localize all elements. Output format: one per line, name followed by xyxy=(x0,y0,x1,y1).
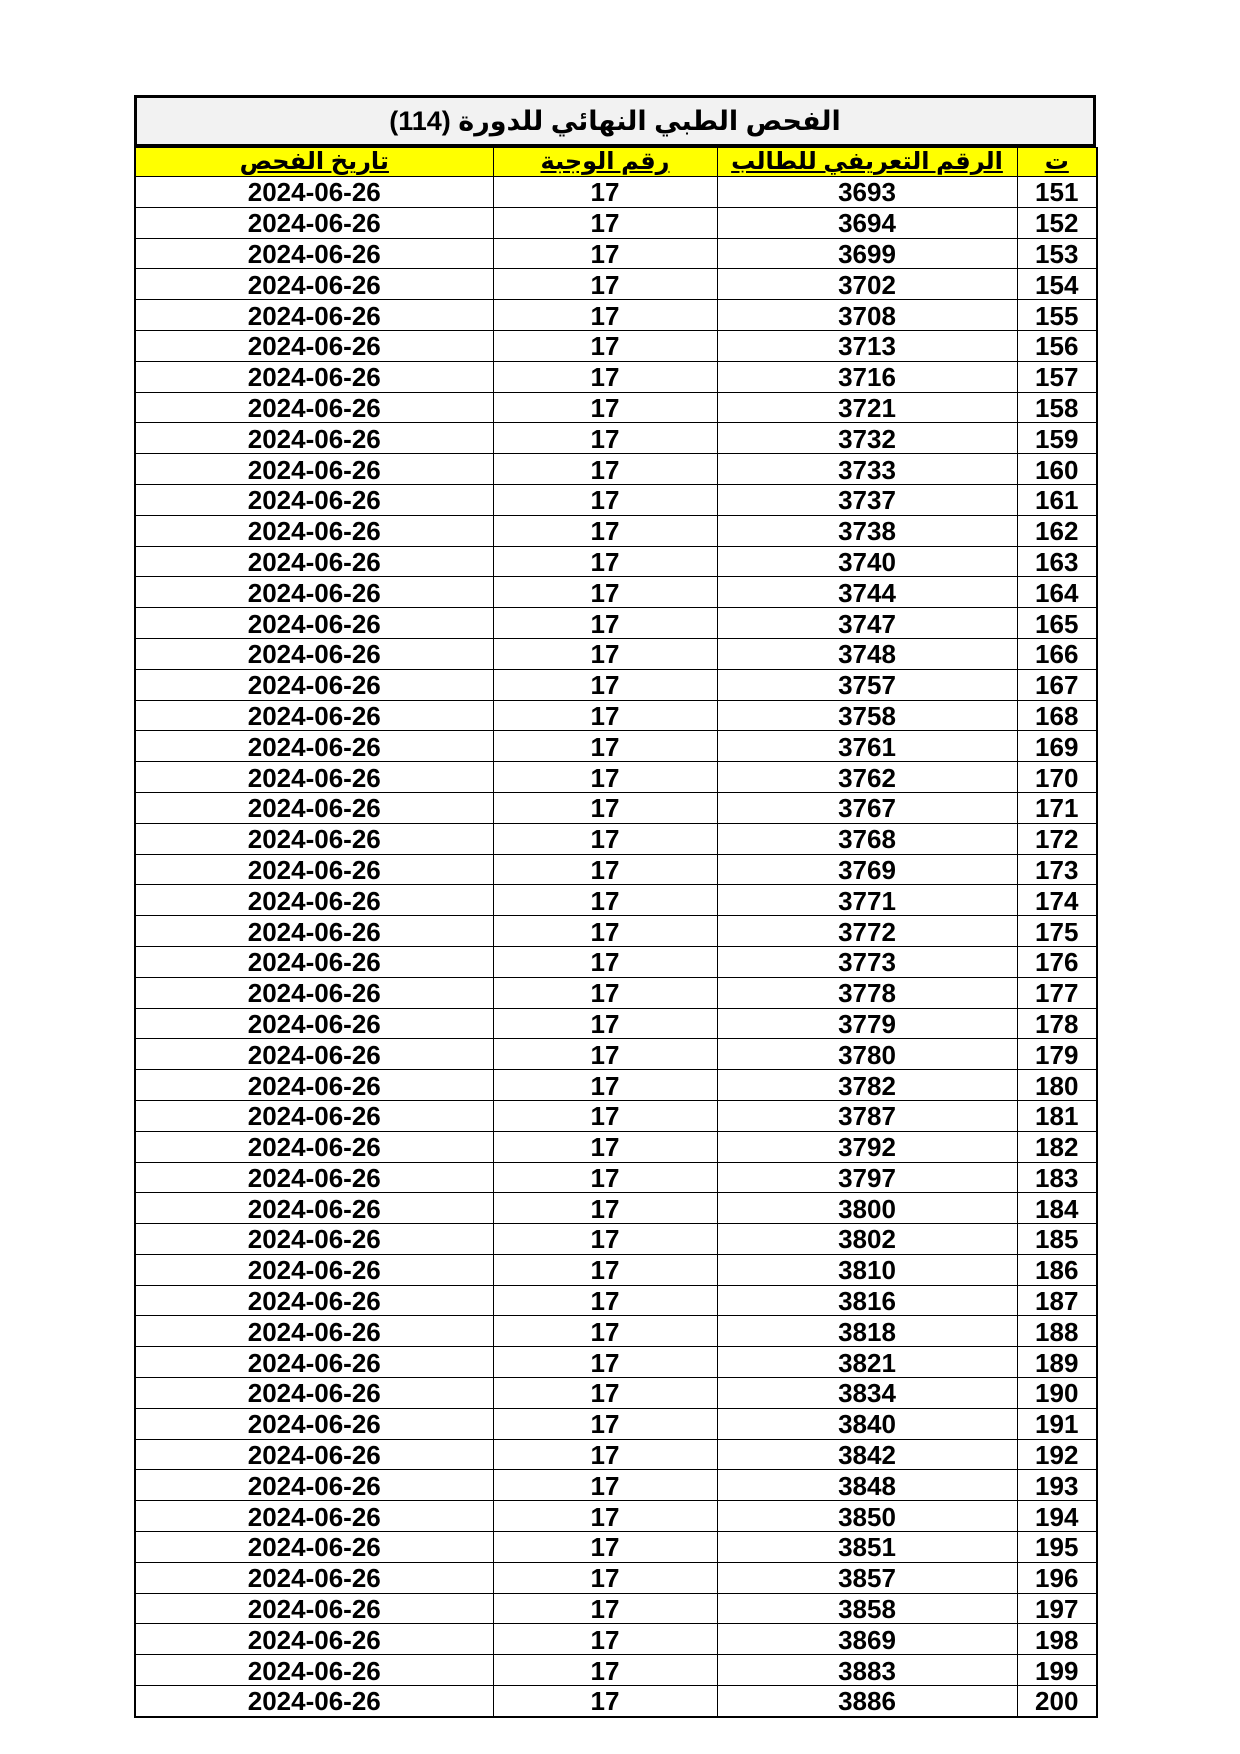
cell-seq: 153 xyxy=(1017,238,1097,269)
cell-student-id: 3834 xyxy=(717,1378,1017,1409)
cell-seq: 184 xyxy=(1017,1193,1097,1224)
table-row xyxy=(135,1193,1097,1224)
cell-student-id: 3779 xyxy=(717,1008,1017,1039)
cell-meal-no: 17 xyxy=(493,361,717,392)
cell-seq: 163 xyxy=(1017,546,1097,577)
table-row xyxy=(135,1347,1097,1378)
cell-seq: 199 xyxy=(1017,1655,1097,1686)
cell-seq: 198 xyxy=(1017,1624,1097,1655)
header-row xyxy=(135,148,1097,177)
cell-exam-date: 2024-06-26 xyxy=(135,484,493,515)
cell-seq: 156 xyxy=(1017,330,1097,361)
cell-seq: 171 xyxy=(1017,792,1097,823)
cell-exam-date: 2024-06-26 xyxy=(135,638,493,669)
cell-student-id: 3747 xyxy=(717,608,1017,639)
cell-student-id: 3771 xyxy=(717,885,1017,916)
cell-seq: 152 xyxy=(1017,207,1097,238)
cell-student-id: 3762 xyxy=(717,762,1017,793)
cell-student-id: 3769 xyxy=(717,854,1017,885)
cell-meal-no: 17 xyxy=(493,454,717,485)
cell-exam-date: 2024-06-26 xyxy=(135,1039,493,1070)
cell-seq: 167 xyxy=(1017,669,1097,700)
cell-exam-date: 2024-06-26 xyxy=(135,1655,493,1686)
cell-seq: 194 xyxy=(1017,1501,1097,1532)
cell-student-id: 3758 xyxy=(717,700,1017,731)
cell-meal-no: 17 xyxy=(493,392,717,423)
cell-meal-no: 17 xyxy=(493,577,717,608)
cell-exam-date: 2024-06-26 xyxy=(135,269,493,300)
cell-student-id: 3757 xyxy=(717,669,1017,700)
cell-meal-no: 17 xyxy=(493,1501,717,1532)
table-row xyxy=(135,608,1097,639)
cell-student-id: 3773 xyxy=(717,946,1017,977)
cell-student-id: 3858 xyxy=(717,1593,1017,1624)
cell-exam-date: 2024-06-26 xyxy=(135,1686,493,1717)
cell-seq: 188 xyxy=(1017,1316,1097,1347)
cell-exam-date: 2024-06-26 xyxy=(135,700,493,731)
header-meal-no: رقم الوجبة xyxy=(493,148,717,177)
cell-exam-date: 2024-06-26 xyxy=(135,392,493,423)
exam-table xyxy=(134,147,1098,1718)
cell-student-id: 3850 xyxy=(717,1501,1017,1532)
cell-seq: 196 xyxy=(1017,1562,1097,1593)
cell-seq: 165 xyxy=(1017,608,1097,639)
cell-exam-date: 2024-06-26 xyxy=(135,669,493,700)
table-row xyxy=(135,1624,1097,1655)
cell-meal-no: 17 xyxy=(493,423,717,454)
cell-exam-date: 2024-06-26 xyxy=(135,1224,493,1255)
cell-student-id: 3694 xyxy=(717,207,1017,238)
cell-student-id: 3761 xyxy=(717,731,1017,762)
cell-student-id: 3816 xyxy=(717,1285,1017,1316)
table-row xyxy=(135,1039,1097,1070)
cell-seq: 190 xyxy=(1017,1378,1097,1409)
cell-exam-date: 2024-06-26 xyxy=(135,762,493,793)
cell-meal-no: 17 xyxy=(493,300,717,331)
table-row xyxy=(135,1224,1097,1255)
cell-meal-no: 17 xyxy=(493,1254,717,1285)
cell-exam-date: 2024-06-26 xyxy=(135,177,493,208)
cell-student-id: 3792 xyxy=(717,1131,1017,1162)
table-row xyxy=(135,484,1097,515)
cell-meal-no: 17 xyxy=(493,1100,717,1131)
cell-meal-no: 17 xyxy=(493,1408,717,1439)
cell-student-id: 3699 xyxy=(717,238,1017,269)
cell-meal-no: 17 xyxy=(493,700,717,731)
cell-student-id: 3733 xyxy=(717,454,1017,485)
cell-seq: 177 xyxy=(1017,977,1097,1008)
table-row xyxy=(135,454,1097,485)
cell-student-id: 3869 xyxy=(717,1624,1017,1655)
cell-student-id: 3721 xyxy=(717,392,1017,423)
table-row xyxy=(135,1408,1097,1439)
table-row xyxy=(135,916,1097,947)
table-row xyxy=(135,392,1097,423)
cell-meal-no: 17 xyxy=(493,1347,717,1378)
cell-student-id: 3802 xyxy=(717,1224,1017,1255)
table-row xyxy=(135,1532,1097,1563)
cell-meal-no: 17 xyxy=(493,1686,717,1717)
cell-meal-no: 17 xyxy=(493,1470,717,1501)
cell-exam-date: 2024-06-26 xyxy=(135,1347,493,1378)
cell-meal-no: 17 xyxy=(493,638,717,669)
table-row xyxy=(135,207,1097,238)
table-row xyxy=(135,731,1097,762)
cell-exam-date: 2024-06-26 xyxy=(135,946,493,977)
cell-exam-date: 2024-06-26 xyxy=(135,238,493,269)
cell-exam-date: 2024-06-26 xyxy=(135,792,493,823)
table-row xyxy=(135,577,1097,608)
cell-seq: 183 xyxy=(1017,1162,1097,1193)
cell-meal-no: 17 xyxy=(493,238,717,269)
cell-meal-no: 17 xyxy=(493,330,717,361)
cell-exam-date: 2024-06-26 xyxy=(135,1100,493,1131)
cell-meal-no: 17 xyxy=(493,608,717,639)
table-row xyxy=(135,792,1097,823)
cell-exam-date: 2024-06-26 xyxy=(135,1193,493,1224)
cell-seq: 159 xyxy=(1017,423,1097,454)
cell-meal-no: 17 xyxy=(493,1562,717,1593)
cell-seq: 195 xyxy=(1017,1532,1097,1563)
cell-seq: 187 xyxy=(1017,1285,1097,1316)
table-row xyxy=(135,700,1097,731)
cell-exam-date: 2024-06-26 xyxy=(135,1624,493,1655)
cell-meal-no: 17 xyxy=(493,546,717,577)
cell-meal-no: 17 xyxy=(493,1224,717,1255)
cell-meal-no: 17 xyxy=(493,823,717,854)
cell-exam-date: 2024-06-26 xyxy=(135,1593,493,1624)
table-row xyxy=(135,238,1097,269)
table-row xyxy=(135,1008,1097,1039)
cell-seq: 170 xyxy=(1017,762,1097,793)
cell-seq: 157 xyxy=(1017,361,1097,392)
cell-seq: 160 xyxy=(1017,454,1097,485)
cell-meal-no: 17 xyxy=(493,207,717,238)
cell-seq: 185 xyxy=(1017,1224,1097,1255)
cell-exam-date: 2024-06-26 xyxy=(135,977,493,1008)
sheet-title: الفحص الطبي النهائي للدورة (114) xyxy=(134,95,1096,147)
cell-exam-date: 2024-06-26 xyxy=(135,885,493,916)
table-row xyxy=(135,977,1097,1008)
cell-student-id: 3713 xyxy=(717,330,1017,361)
cell-seq: 158 xyxy=(1017,392,1097,423)
header-seq: ت xyxy=(1017,148,1097,177)
cell-meal-no: 17 xyxy=(493,1593,717,1624)
cell-meal-no: 17 xyxy=(493,177,717,208)
cell-seq: 189 xyxy=(1017,1347,1097,1378)
cell-seq: 169 xyxy=(1017,731,1097,762)
cell-exam-date: 2024-06-26 xyxy=(135,207,493,238)
cell-meal-no: 17 xyxy=(493,854,717,885)
table-row xyxy=(135,177,1097,208)
cell-student-id: 3840 xyxy=(717,1408,1017,1439)
cell-exam-date: 2024-06-26 xyxy=(135,854,493,885)
cell-student-id: 3857 xyxy=(717,1562,1017,1593)
table-row xyxy=(135,885,1097,916)
cell-student-id: 3778 xyxy=(717,977,1017,1008)
cell-student-id: 3842 xyxy=(717,1439,1017,1470)
cell-seq: 179 xyxy=(1017,1039,1097,1070)
cell-student-id: 3883 xyxy=(717,1655,1017,1686)
cell-seq: 154 xyxy=(1017,269,1097,300)
cell-student-id: 3848 xyxy=(717,1470,1017,1501)
cell-student-id: 3810 xyxy=(717,1254,1017,1285)
cell-exam-date: 2024-06-26 xyxy=(135,1408,493,1439)
table-row xyxy=(135,1285,1097,1316)
cell-exam-date: 2024-06-26 xyxy=(135,1162,493,1193)
cell-exam-date: 2024-06-26 xyxy=(135,1254,493,1285)
cell-exam-date: 2024-06-26 xyxy=(135,1316,493,1347)
cell-student-id: 3787 xyxy=(717,1100,1017,1131)
cell-exam-date: 2024-06-26 xyxy=(135,1008,493,1039)
table-row xyxy=(135,669,1097,700)
cell-meal-no: 17 xyxy=(493,1070,717,1101)
cell-student-id: 3748 xyxy=(717,638,1017,669)
cell-meal-no: 17 xyxy=(493,1316,717,1347)
cell-seq: 200 xyxy=(1017,1686,1097,1717)
cell-exam-date: 2024-06-26 xyxy=(135,731,493,762)
cell-student-id: 3851 xyxy=(717,1532,1017,1563)
cell-seq: 173 xyxy=(1017,854,1097,885)
cell-seq: 172 xyxy=(1017,823,1097,854)
cell-student-id: 3716 xyxy=(717,361,1017,392)
cell-exam-date: 2024-06-26 xyxy=(135,1532,493,1563)
cell-seq: 155 xyxy=(1017,300,1097,331)
cell-seq: 191 xyxy=(1017,1408,1097,1439)
table-row xyxy=(135,515,1097,546)
table-row xyxy=(135,638,1097,669)
table-row xyxy=(135,1100,1097,1131)
cell-exam-date: 2024-06-26 xyxy=(135,1378,493,1409)
cell-seq: 193 xyxy=(1017,1470,1097,1501)
table-row xyxy=(135,1593,1097,1624)
cell-seq: 181 xyxy=(1017,1100,1097,1131)
table-row xyxy=(135,946,1097,977)
table-row xyxy=(135,1070,1097,1101)
cell-exam-date: 2024-06-26 xyxy=(135,300,493,331)
cell-seq: 176 xyxy=(1017,946,1097,977)
cell-meal-no: 17 xyxy=(493,731,717,762)
cell-seq: 178 xyxy=(1017,1008,1097,1039)
cell-meal-no: 17 xyxy=(493,885,717,916)
cell-exam-date: 2024-06-26 xyxy=(135,1501,493,1532)
cell-exam-date: 2024-06-26 xyxy=(135,577,493,608)
cell-student-id: 3702 xyxy=(717,269,1017,300)
table-row xyxy=(135,546,1097,577)
cell-meal-no: 17 xyxy=(493,977,717,1008)
cell-meal-no: 17 xyxy=(493,1162,717,1193)
cell-student-id: 3768 xyxy=(717,823,1017,854)
header-exam-date: تاريخ الفحص xyxy=(135,148,493,177)
cell-student-id: 3732 xyxy=(717,423,1017,454)
cell-seq: 162 xyxy=(1017,515,1097,546)
cell-exam-date: 2024-06-26 xyxy=(135,330,493,361)
exam-sheet xyxy=(134,95,1096,1718)
cell-seq: 164 xyxy=(1017,577,1097,608)
cell-seq: 161 xyxy=(1017,484,1097,515)
cell-exam-date: 2024-06-26 xyxy=(135,608,493,639)
cell-exam-date: 2024-06-26 xyxy=(135,1070,493,1101)
table-row xyxy=(135,1316,1097,1347)
cell-meal-no: 17 xyxy=(493,1039,717,1070)
table-row xyxy=(135,823,1097,854)
table-row xyxy=(135,300,1097,331)
cell-student-id: 3737 xyxy=(717,484,1017,515)
cell-exam-date: 2024-06-26 xyxy=(135,1285,493,1316)
table-row xyxy=(135,423,1097,454)
cell-meal-no: 17 xyxy=(493,1131,717,1162)
cell-exam-date: 2024-06-26 xyxy=(135,1562,493,1593)
cell-meal-no: 17 xyxy=(493,669,717,700)
cell-meal-no: 17 xyxy=(493,484,717,515)
cell-seq: 197 xyxy=(1017,1593,1097,1624)
cell-student-id: 3818 xyxy=(717,1316,1017,1347)
table-row xyxy=(135,330,1097,361)
cell-student-id: 3740 xyxy=(717,546,1017,577)
cell-meal-no: 17 xyxy=(493,1378,717,1409)
cell-meal-no: 17 xyxy=(493,1439,717,1470)
cell-meal-no: 17 xyxy=(493,515,717,546)
table-row xyxy=(135,269,1097,300)
cell-meal-no: 17 xyxy=(493,916,717,947)
cell-exam-date: 2024-06-26 xyxy=(135,515,493,546)
table-row xyxy=(135,1686,1097,1717)
cell-seq: 175 xyxy=(1017,916,1097,947)
cell-exam-date: 2024-06-26 xyxy=(135,916,493,947)
table-row xyxy=(135,762,1097,793)
table-row xyxy=(135,361,1097,392)
table-row xyxy=(135,1162,1097,1193)
cell-student-id: 3767 xyxy=(717,792,1017,823)
table-row xyxy=(135,1501,1097,1532)
cell-seq: 174 xyxy=(1017,885,1097,916)
cell-exam-date: 2024-06-26 xyxy=(135,823,493,854)
cell-seq: 182 xyxy=(1017,1131,1097,1162)
cell-meal-no: 17 xyxy=(493,792,717,823)
cell-seq: 180 xyxy=(1017,1070,1097,1101)
cell-seq: 166 xyxy=(1017,638,1097,669)
cell-student-id: 3782 xyxy=(717,1070,1017,1101)
cell-seq: 192 xyxy=(1017,1439,1097,1470)
cell-student-id: 3772 xyxy=(717,916,1017,947)
table-row xyxy=(135,1254,1097,1285)
cell-meal-no: 17 xyxy=(493,1193,717,1224)
cell-student-id: 3693 xyxy=(717,177,1017,208)
table-row xyxy=(135,854,1097,885)
cell-student-id: 3780 xyxy=(717,1039,1017,1070)
table-row xyxy=(135,1131,1097,1162)
cell-seq: 168 xyxy=(1017,700,1097,731)
table-row xyxy=(135,1378,1097,1409)
table-row xyxy=(135,1470,1097,1501)
cell-exam-date: 2024-06-26 xyxy=(135,1131,493,1162)
cell-meal-no: 17 xyxy=(493,762,717,793)
cell-meal-no: 17 xyxy=(493,1624,717,1655)
cell-student-id: 3800 xyxy=(717,1193,1017,1224)
cell-meal-no: 17 xyxy=(493,1008,717,1039)
cell-exam-date: 2024-06-26 xyxy=(135,423,493,454)
cell-student-id: 3797 xyxy=(717,1162,1017,1193)
cell-student-id: 3744 xyxy=(717,577,1017,608)
cell-exam-date: 2024-06-26 xyxy=(135,1439,493,1470)
cell-seq: 186 xyxy=(1017,1254,1097,1285)
header-student-id: الرقم التعريفي للطالب xyxy=(717,148,1017,177)
table-row xyxy=(135,1439,1097,1470)
table-row xyxy=(135,1562,1097,1593)
cell-exam-date: 2024-06-26 xyxy=(135,454,493,485)
cell-meal-no: 17 xyxy=(493,1532,717,1563)
table-row xyxy=(135,1655,1097,1686)
table-body xyxy=(135,177,1097,1717)
cell-student-id: 3886 xyxy=(717,1686,1017,1717)
cell-exam-date: 2024-06-26 xyxy=(135,546,493,577)
cell-meal-no: 17 xyxy=(493,946,717,977)
cell-student-id: 3708 xyxy=(717,300,1017,331)
cell-exam-date: 2024-06-26 xyxy=(135,1470,493,1501)
cell-student-id: 3821 xyxy=(717,1347,1017,1378)
cell-student-id: 3738 xyxy=(717,515,1017,546)
cell-exam-date: 2024-06-26 xyxy=(135,361,493,392)
cell-meal-no: 17 xyxy=(493,1655,717,1686)
cell-meal-no: 17 xyxy=(493,1285,717,1316)
cell-seq: 151 xyxy=(1017,177,1097,208)
cell-meal-no: 17 xyxy=(493,269,717,300)
